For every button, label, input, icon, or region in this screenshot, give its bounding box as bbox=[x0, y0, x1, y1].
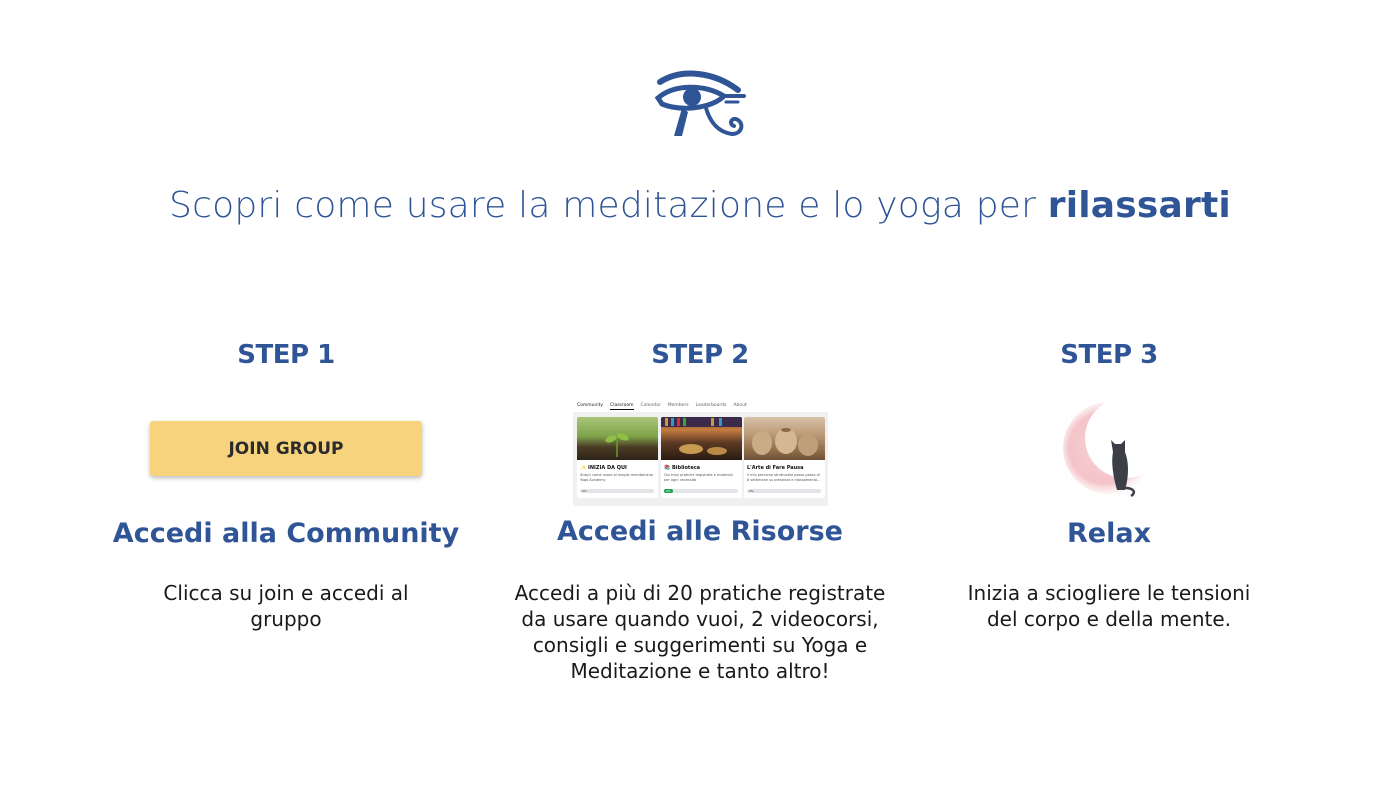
course-title: 📚 Biblioteca bbox=[664, 465, 701, 471]
course-card bbox=[577, 417, 658, 498]
course-title: ✨ INIZIA DA QUI bbox=[580, 465, 627, 471]
screenshot-tab-members: Members bbox=[667, 403, 689, 408]
cat-on-moon-image bbox=[1059, 392, 1164, 500]
step-2-label: STEP 2 bbox=[651, 340, 749, 370]
course-desc: Scopri come usare al meglio membership Yoga Academy bbox=[580, 473, 653, 482]
course-image-pottery bbox=[744, 417, 825, 460]
course-card bbox=[744, 417, 825, 498]
course-progress-track bbox=[747, 489, 821, 493]
course-progress-label: 0% bbox=[749, 489, 754, 493]
step-2-title: Accedi alle Risorse bbox=[556, 516, 843, 547]
step-1-description: Clicca su join e accedi al gruppo bbox=[163, 581, 409, 631]
classroom-screenshot bbox=[573, 396, 828, 506]
course-card bbox=[661, 417, 742, 498]
course-progress-label: 0% bbox=[582, 489, 587, 493]
screenshot-tabs bbox=[577, 403, 747, 410]
course-desc: Qui trovi pratiche registrate e materiali per ogni necessità bbox=[664, 473, 733, 482]
headline-text: Scopri come usare la meditazione e lo yoga per bbox=[169, 185, 1048, 226]
eye-of-horus-logo bbox=[652, 68, 748, 142]
screenshot-tab-community: Community bbox=[577, 403, 604, 408]
course-progress-label: 0% bbox=[666, 489, 671, 493]
join-group-button[interactable]: JOIN GROUP bbox=[150, 421, 422, 476]
step-3-description: Inizia a sciogliere le tensioni del corpo e della mente. bbox=[967, 581, 1251, 631]
step-3-title: Relax bbox=[1067, 518, 1151, 549]
step-3-label: STEP 3 bbox=[1060, 340, 1158, 370]
step-1-title: Accedi alla Community bbox=[112, 518, 460, 549]
page-headline bbox=[0, 185, 1400, 226]
screenshot-tab-leaderboards: Leaderboards bbox=[695, 403, 727, 408]
course-progress-track bbox=[664, 489, 738, 493]
course-progress-track bbox=[580, 489, 654, 493]
step-1-label: STEP 1 bbox=[237, 340, 335, 370]
step-2-description: Accedi a più di 20 pratiche registrate da usare quando vuoi, 2 videocorsi, consigli e suggerimenti su Yoga e Meditazione e tanto altro! bbox=[514, 581, 886, 683]
eye-of-horus-icon bbox=[652, 68, 748, 142]
course-image-bowls bbox=[661, 417, 742, 460]
screenshot-tab-classroom: Classroom bbox=[610, 403, 634, 408]
screenshot-tab-calendar: Calendar bbox=[640, 403, 661, 408]
course-title: L'Arte di Fare Pausa bbox=[747, 465, 804, 471]
course-desc: Il mio percorso strutturato passo passo di 8 settimane su presenza e rilassamento… bbox=[747, 473, 821, 482]
headline-emphasis: rilassarti bbox=[1047, 185, 1231, 226]
screenshot-tab-about: About bbox=[733, 403, 747, 408]
course-image-plant bbox=[577, 417, 658, 460]
